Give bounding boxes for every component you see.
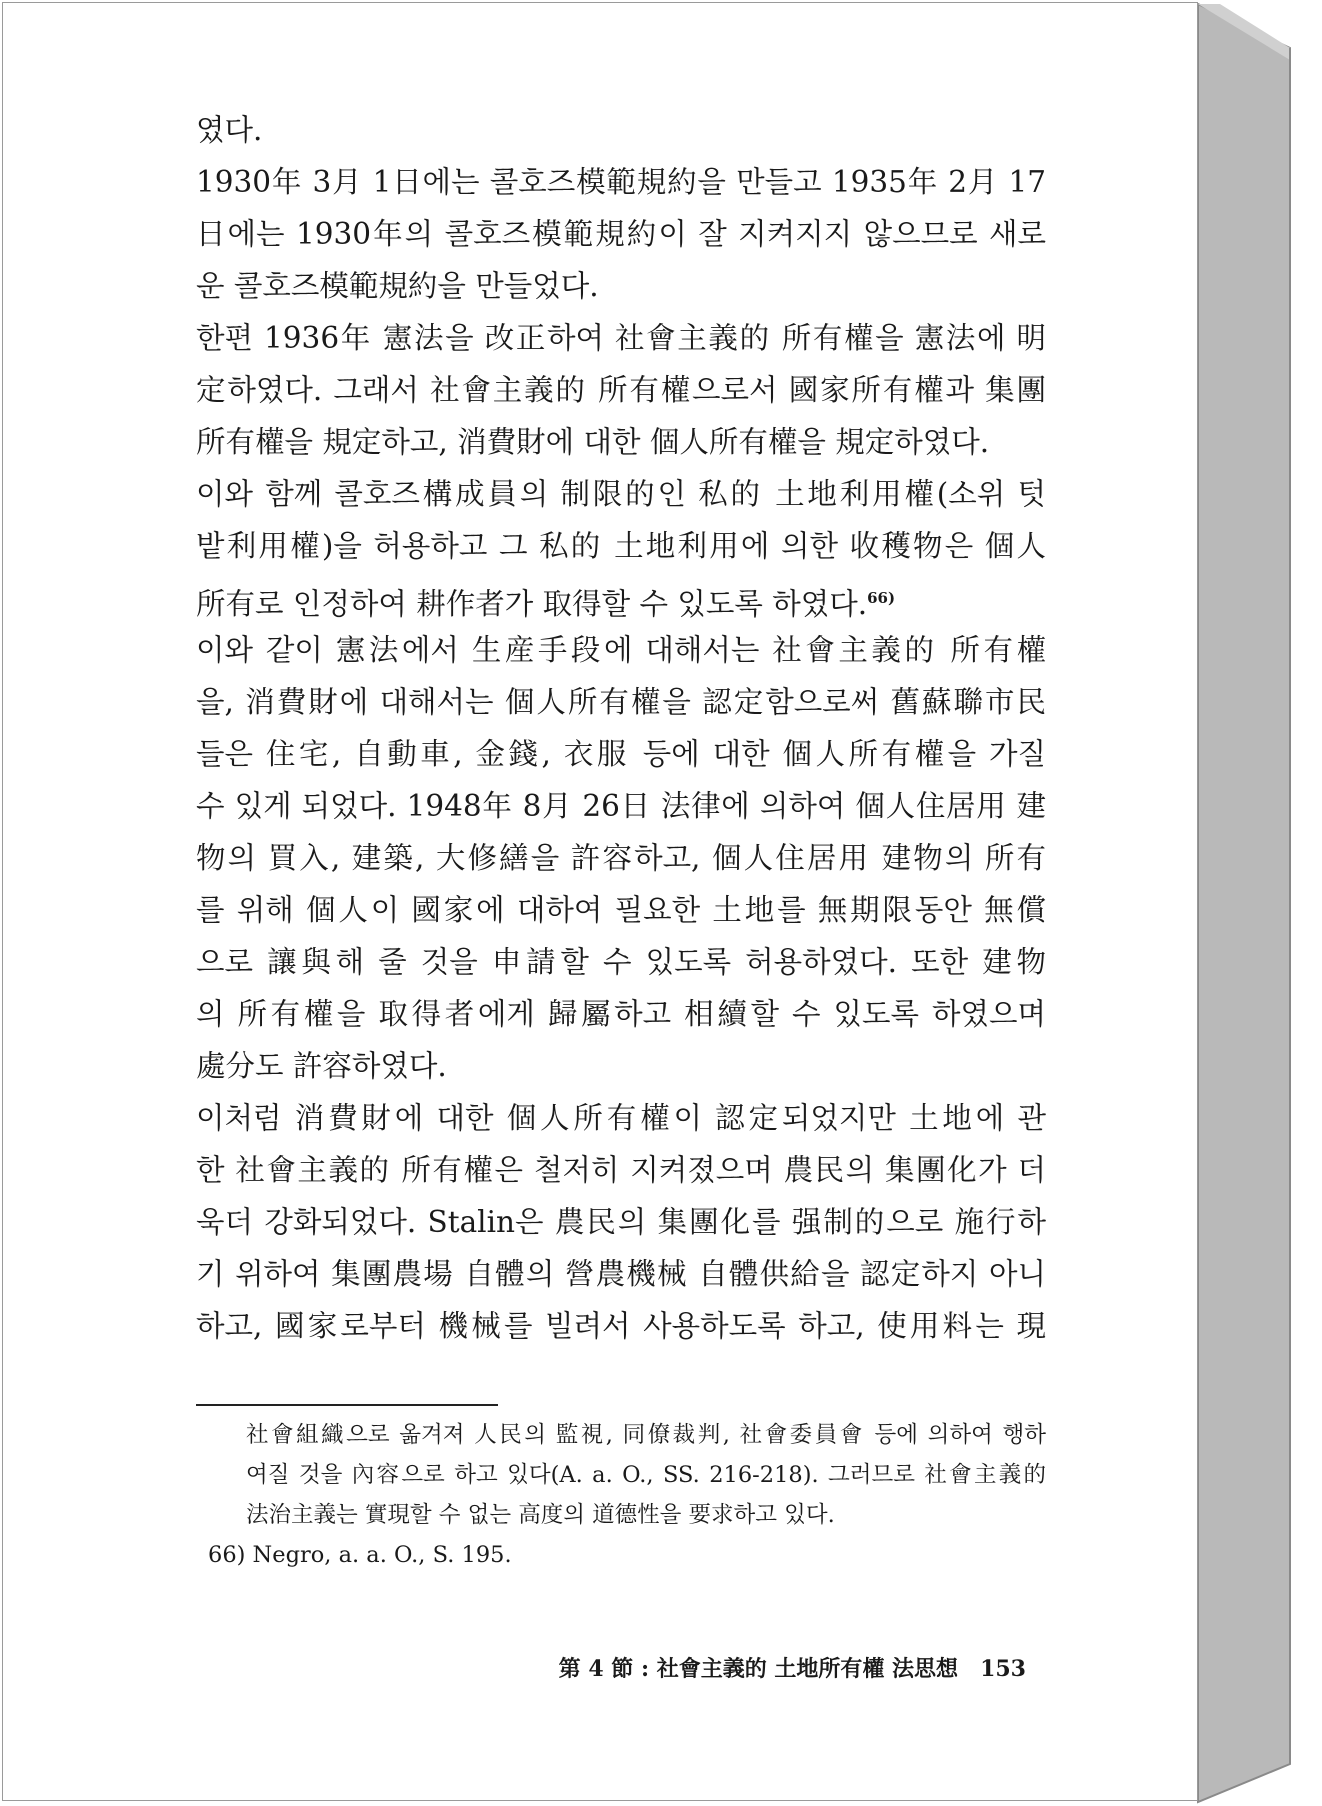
- footnote-66: 66) Negro, a. a. O., S. 195.: [208, 1542, 512, 1568]
- running-footer: [559, 1652, 1026, 1683]
- body-line: 욱더 강화되었다. Stalin은 農民의 集團化를 强制的으로 施行하: [196, 1205, 1046, 1239]
- body-line-text: 所有로 인정하여 耕作者가 取得할 수 있도록 하였다.: [196, 586, 868, 621]
- footnote-divider: [196, 1404, 498, 1406]
- body-line: 한편 1936年 憲法을 改正하여 社會主義的 所有權을 憲法에 明: [196, 321, 1046, 355]
- body-line: 를 위해 個人이 國家에 대하여 필요한 土地를 無期限동안 無償: [196, 893, 1046, 927]
- footnote-line: 社會組織으로 옮겨져 人民의 監視, 同僚裁判, 社會委員會 등에 의하여 행하: [246, 1422, 1046, 1448]
- body-line: 운 콜호즈模範規約을 만들었다.: [196, 269, 599, 303]
- running-title: 第 4 節 : 社會主義的 土地所有權 法思想: [558, 1656, 959, 1682]
- body-line: 日에는 1930年의 콜호즈模範規約이 잘 지켜지지 않으므로 새로: [196, 217, 1046, 251]
- body-line: 1930年 3月 1日에는 콜호즈模範規約을 만들고 1935年 2月 17: [196, 165, 1046, 199]
- body-line: 物의 買入, 建築, 大修繕을 許容하고, 個人住居用 建物의 所有: [196, 841, 1046, 875]
- body-line: 定하였다. 그래서 社會主義的 所有權으로서 國家所有權과 集團: [196, 373, 1046, 407]
- body-line: 處分도 許容하였다.: [196, 1049, 447, 1083]
- body-line: 이처럼 消費財에 대한 個人所有權이 認定되었지만 土地에 관: [196, 1101, 1046, 1135]
- body-line: 의 所有權을 取得者에게 歸屬하고 相續할 수 있도록 하였으며: [196, 997, 1046, 1031]
- body-line: 수 있게 되었다. 1948年 8月 26日 法律에 의하여 個人住居用 建: [196, 789, 1046, 823]
- body-line: 하고, 國家로부터 機械를 빌려서 사용하도록 하고, 使用料는 現: [196, 1309, 1046, 1343]
- body-line: 이와 함께 콜호즈構成員의 制限的인 私的 土地利用權(소위 텃: [196, 477, 1046, 511]
- body-line-with-footnote: [196, 572, 1046, 624]
- body-line: 을, 消費財에 대해서는 個人所有權을 認定함으로써 舊蘇聯市民: [196, 685, 1046, 719]
- page-number: 153: [980, 1656, 1026, 1682]
- body-line: 所有權을 規定하고, 消費財에 대한 個人所有權을 規定하였다.: [196, 425, 990, 459]
- body-line: 밭利用權)을 허용하고 그 私的 土地利用에 의한 收穫物은 個人: [196, 529, 1046, 563]
- body-line: 이와 같이 憲法에서 生産手段에 대해서는 社會主義的 所有權: [196, 633, 1046, 667]
- body-line: 였다.: [196, 113, 263, 147]
- body-line: 들은 住宅, 自動車, 金錢, 衣服 등에 대한 個人所有權을 가질: [196, 737, 1046, 771]
- body-line: 으로 讓與해 줄 것을 申請할 수 있도록 허용하였다. 또한 建物: [196, 945, 1046, 979]
- footnote-line: 法治主義는 實現할 수 없는 高度의 道德性을 要求하고 있다.: [246, 1502, 835, 1528]
- footnote-line: 여질 것을 內容으로 하고 있다(A. a. O., SS. 216-218). 그러므로 社會主義的: [246, 1462, 1046, 1488]
- footnote-reference: 66): [867, 589, 896, 607]
- body-line: 기 위하여 集團農場 自體의 營農機械 自體供給을 認定하지 아니: [196, 1257, 1046, 1291]
- body-line: 한 社會主義的 所有權은 철저히 지켜졌으며 農民의 集團化가 더: [196, 1153, 1046, 1187]
